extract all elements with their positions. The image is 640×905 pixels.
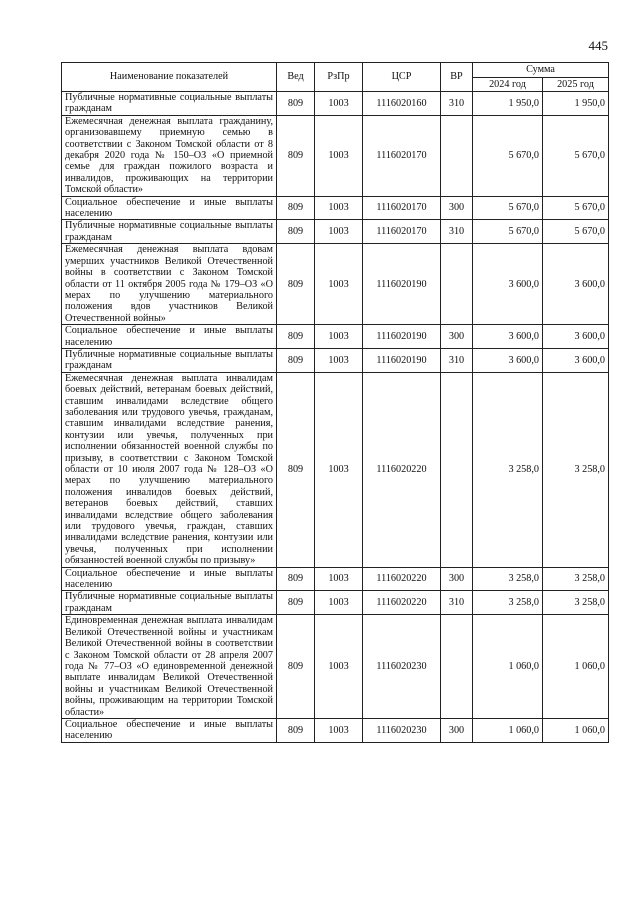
cell-ved: 809 [277,92,315,116]
table-row [62,196,609,220]
table-header [62,63,609,92]
cell-amount-2025: 3 600,0 [543,244,609,325]
cell-amount-2025: 3 600,0 [543,325,609,349]
cell-amount-2024: 1 060,0 [473,615,543,719]
budget-table [61,62,609,743]
table-row [62,220,609,244]
cell-rzpr: 1003 [315,615,363,719]
table-row [62,325,609,349]
cell-amount-2024: 1 060,0 [473,718,543,742]
header-vr: ВР [441,63,473,92]
cell-vr: 310 [441,591,473,615]
cell-rzpr: 1003 [315,92,363,116]
table-row [62,567,609,591]
cell-amount-2025: 1 950,0 [543,92,609,116]
table-row [62,92,609,116]
header-csr: ЦСР [363,63,441,92]
cell-amount-2024: 5 670,0 [473,220,543,244]
cell-amount-2024: 3 258,0 [473,567,543,591]
table-row [62,615,609,719]
cell-amount-2024: 3 600,0 [473,325,543,349]
cell-amount-2024: 5 670,0 [473,115,543,196]
header-name: Наименование показателей [62,63,277,92]
cell-csr: 1116020170 [363,220,441,244]
cell-amount-2025: 3 600,0 [543,348,609,372]
cell-ved: 809 [277,591,315,615]
cell-amount-2025: 5 670,0 [543,196,609,220]
cell-vr [441,115,473,196]
cell-amount-2025: 1 060,0 [543,718,609,742]
cell-amount-2024: 1 950,0 [473,92,543,116]
cell-amount-2025: 1 060,0 [543,615,609,719]
cell-ved: 809 [277,220,315,244]
cell-rzpr: 1003 [315,567,363,591]
cell-csr: 1116020220 [363,372,441,567]
cell-csr: 1116020220 [363,567,441,591]
cell-csr: 1116020230 [363,718,441,742]
cell-name: Публичные нормативные социальные выплаты гражданам [62,348,277,372]
cell-rzpr: 1003 [315,372,363,567]
cell-csr: 1116020220 [363,591,441,615]
cell-ved: 809 [277,615,315,719]
cell-csr: 1116020170 [363,196,441,220]
table-row [62,244,609,325]
table-body [62,92,609,743]
cell-amount-2025: 3 258,0 [543,567,609,591]
header-ved: Вед [277,63,315,92]
cell-name: Публичные нормативные социальные выплаты гражданам [62,591,277,615]
cell-csr: 1116020190 [363,325,441,349]
cell-vr: 300 [441,718,473,742]
header-sum: Сумма [473,63,609,78]
cell-amount-2024: 3 600,0 [473,348,543,372]
table-row [62,115,609,196]
cell-amount-2025: 5 670,0 [543,115,609,196]
cell-rzpr: 1003 [315,220,363,244]
cell-amount-2025: 3 258,0 [543,372,609,567]
cell-amount-2025: 3 258,0 [543,591,609,615]
cell-rzpr: 1003 [315,348,363,372]
cell-amount-2024: 3 258,0 [473,591,543,615]
cell-vr [441,615,473,719]
header-rzpr: РзПр [315,63,363,92]
table-row [62,348,609,372]
cell-ved: 809 [277,244,315,325]
cell-amount-2024: 3 258,0 [473,372,543,567]
cell-rzpr: 1003 [315,718,363,742]
cell-amount-2024: 5 670,0 [473,196,543,220]
cell-name: Публичные нормативные социальные выплаты гражданам [62,220,277,244]
cell-csr: 1116020170 [363,115,441,196]
cell-ved: 809 [277,372,315,567]
cell-ved: 809 [277,325,315,349]
cell-vr: 310 [441,92,473,116]
cell-rzpr: 1003 [315,591,363,615]
cell-vr [441,372,473,567]
cell-name: Социальное обеспечение и иные выплаты населению [62,718,277,742]
cell-ved: 809 [277,115,315,196]
cell-rzpr: 1003 [315,115,363,196]
cell-name: Социальное обеспечение и иные выплаты населению [62,567,277,591]
cell-name: Социальное обеспечение и иные выплаты населению [62,196,277,220]
cell-vr: 310 [441,348,473,372]
page-number: 445 [588,38,608,53]
cell-csr: 1116020190 [363,244,441,325]
header-year-2025: 2025 год [543,77,609,92]
cell-name: Публичные нормативные социальные выплаты гражданам [62,92,277,116]
cell-ved: 809 [277,567,315,591]
header-year-2024: 2024 год [473,77,543,92]
table-row [62,591,609,615]
cell-name: Социальное обеспечение и иные выплаты населению [62,325,277,349]
cell-name: Ежемесячная денежная выплата гражданину, организовавшему приемную семью в соответствии с Законом Томской области от 8 декабря 2020 года № 150–ОЗ «О приемной семье для граждан пожилого возраста и инвалидов, проживающих на территории Томской области» [62,115,277,196]
cell-ved: 809 [277,348,315,372]
cell-csr: 1116020230 [363,615,441,719]
cell-vr [441,244,473,325]
cell-vr: 300 [441,325,473,349]
cell-rzpr: 1003 [315,325,363,349]
table-row [62,718,609,742]
cell-csr: 1116020190 [363,348,441,372]
cell-name: Ежемесячная денежная выплата инвалидам боевых действий, ветеранам боевых действий, ставшим инвалидами вследствие общего заболевания или трудового увечья, гражданам, ставшим инвалидами вследствие ранения, контузии или увечья, полученных при исполнении обязанностей военной службы по призыву, в соответствии с Законом Томской области от 10 июля 2007 года № 128–ОЗ «О мерах по улучшению материального положения инвалидов боевых действий, ветеранов боевых действий, ставших инвалидами вследствие общего заболевания или трудового увечья, граждан, ставших инвалидами вследствие ранения, контузии или увечья, полученных при исполнении обязанностей военной службы по призыву» [62,372,277,567]
cell-name: Ежемесячная денежная выплата вдовам умерших участников Великой Отечественной войны в соответствии с Законом Томской области от 11 октября 2005 года № 179–ОЗ «О мерах по улучшению материального положения вдов участников Великой Отечественной войны» [62,244,277,325]
cell-amount-2024: 3 600,0 [473,244,543,325]
cell-ved: 809 [277,718,315,742]
cell-csr: 1116020160 [363,92,441,116]
cell-vr: 300 [441,567,473,591]
cell-rzpr: 1003 [315,196,363,220]
cell-vr: 310 [441,220,473,244]
cell-name: Единовременная денежная выплата инвалидам Великой Отечественной войны и участникам Великой Отечественной войны в соответствии с Законом Томской области от 28 апреля 2007 года № 77–ОЗ «О единовременной денежной выплате инвалидам Великой Отечественной войны и участникам Великой Отечественной войны, проживающим на территории Томской области» [62,615,277,719]
table-row [62,372,609,567]
cell-amount-2025: 5 670,0 [543,220,609,244]
cell-rzpr: 1003 [315,244,363,325]
cell-vr: 300 [441,196,473,220]
cell-ved: 809 [277,196,315,220]
